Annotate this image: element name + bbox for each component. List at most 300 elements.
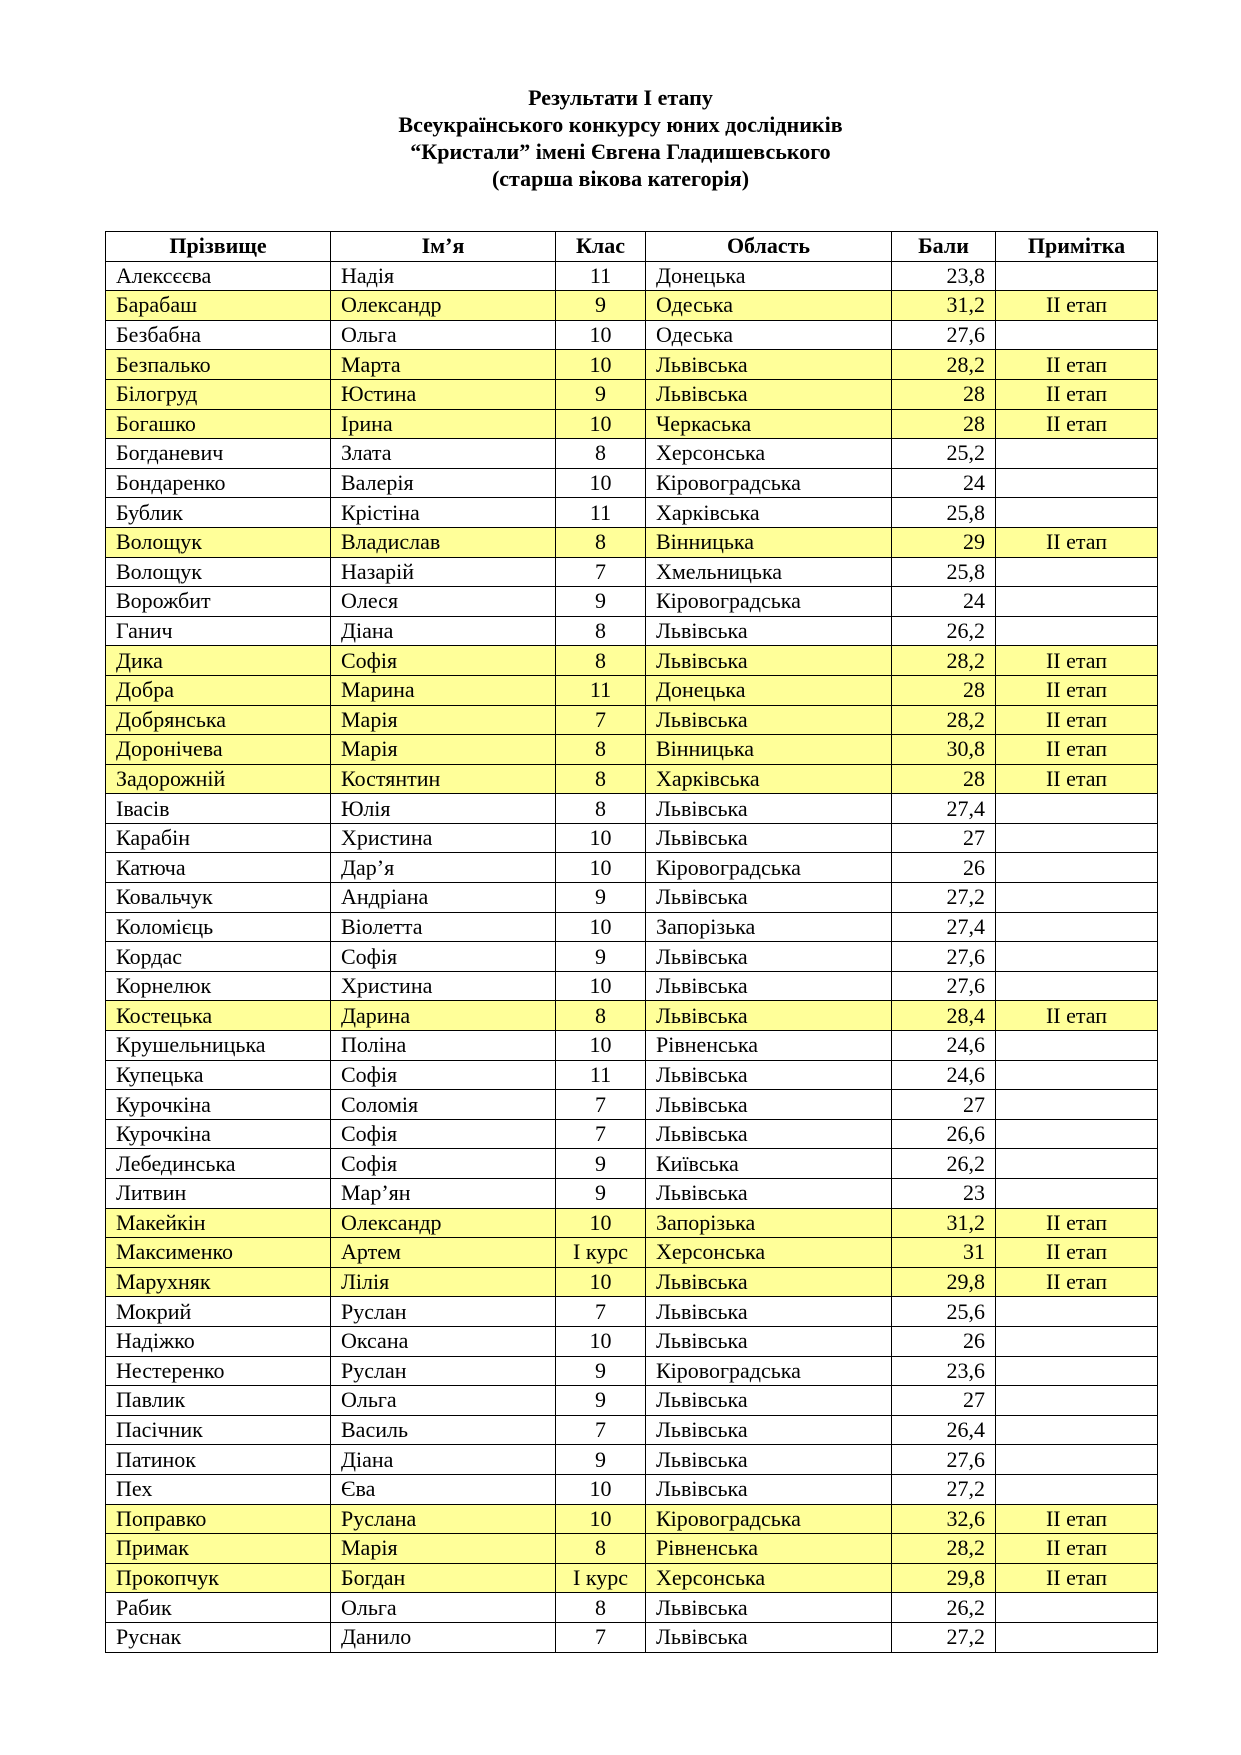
table-row: [106, 527, 1158, 557]
table-row: [106, 350, 1158, 380]
class-cell: 8: [556, 527, 646, 557]
surname-cell: Пасічник: [106, 1415, 331, 1445]
class-cell: 10: [556, 1031, 646, 1061]
name-cell: Юлія: [331, 794, 556, 824]
table-row: [106, 379, 1158, 409]
surname-cell: Примак: [106, 1534, 331, 1564]
table-row: [106, 1149, 1158, 1179]
surname-cell: Доронічева: [106, 735, 331, 765]
table-row: [106, 1060, 1158, 1090]
class-cell: 7: [556, 705, 646, 735]
class-cell: 10: [556, 409, 646, 439]
score-cell: 29,8: [892, 1563, 996, 1593]
surname-cell: Ганич: [106, 616, 331, 646]
class-cell: 11: [556, 675, 646, 705]
score-cell: 23,8: [892, 261, 996, 291]
score-cell: 28,2: [892, 1534, 996, 1564]
table-row: [106, 557, 1158, 587]
note-cell: ІІ етап: [996, 291, 1158, 321]
name-cell: Олександр: [331, 291, 556, 321]
class-cell: 7: [556, 1415, 646, 1445]
score-cell: 28: [892, 409, 996, 439]
surname-cell: Білогруд: [106, 379, 331, 409]
region-cell: Черкаська: [646, 409, 892, 439]
score-cell: 27,2: [892, 1622, 996, 1652]
class-cell: 9: [556, 1445, 646, 1475]
name-cell: Марія: [331, 1534, 556, 1564]
region-cell: Львівська: [646, 646, 892, 676]
region-cell: Харківська: [646, 764, 892, 794]
surname-cell: Катюча: [106, 853, 331, 883]
name-cell: Владислав: [331, 527, 556, 557]
score-cell: 24: [892, 468, 996, 498]
region-cell: Львівська: [646, 823, 892, 853]
region-cell: Львівська: [646, 1593, 892, 1623]
class-cell: 11: [556, 498, 646, 528]
note-cell: [996, 1386, 1158, 1416]
table-row: [106, 1504, 1158, 1534]
note-cell: ІІ етап: [996, 1563, 1158, 1593]
name-cell: Софія: [331, 942, 556, 972]
surname-cell: Марухняк: [106, 1267, 331, 1297]
score-cell: 25,8: [892, 498, 996, 528]
surname-cell: Коломієць: [106, 912, 331, 942]
score-cell: 23: [892, 1179, 996, 1209]
note-cell: [996, 557, 1158, 587]
table-row: [106, 912, 1158, 942]
name-cell: Софія: [331, 1060, 556, 1090]
name-cell: Софія: [331, 1149, 556, 1179]
surname-cell: Задорожній: [106, 764, 331, 794]
name-cell: Діана: [331, 1445, 556, 1475]
table-row: [106, 971, 1158, 1001]
surname-cell: Дика: [106, 646, 331, 676]
name-cell: Марія: [331, 735, 556, 765]
class-cell: 9: [556, 1179, 646, 1209]
name-cell: Богдан: [331, 1563, 556, 1593]
note-cell: ІІ етап: [996, 1238, 1158, 1268]
surname-cell: Крушельницька: [106, 1031, 331, 1061]
surname-cell: Ворожбит: [106, 587, 331, 617]
class-cell: 9: [556, 883, 646, 913]
surname-cell: Патинок: [106, 1445, 331, 1475]
table-row: [106, 587, 1158, 617]
results-table: [105, 231, 1158, 1653]
surname-cell: Безпалько: [106, 350, 331, 380]
table-row: [106, 1356, 1158, 1386]
column-header-note: Примітка: [996, 232, 1158, 262]
name-cell: Ольга: [331, 1386, 556, 1416]
name-cell: Марія: [331, 705, 556, 735]
table-row: [106, 1238, 1158, 1268]
region-cell: Львівська: [646, 1179, 892, 1209]
score-cell: 27,6: [892, 942, 996, 972]
table-row: [106, 1297, 1158, 1327]
note-cell: ІІ етап: [996, 735, 1158, 765]
region-cell: Донецька: [646, 675, 892, 705]
note-cell: ІІ етап: [996, 1504, 1158, 1534]
surname-cell: Литвин: [106, 1179, 331, 1209]
score-cell: 26: [892, 853, 996, 883]
name-cell: Олеся: [331, 587, 556, 617]
name-cell: Софія: [331, 1119, 556, 1149]
region-cell: Запорізька: [646, 912, 892, 942]
score-cell: 28: [892, 379, 996, 409]
note-cell: ІІ етап: [996, 675, 1158, 705]
region-cell: Херсонська: [646, 1563, 892, 1593]
table-row: [106, 1563, 1158, 1593]
name-cell: Ольга: [331, 320, 556, 350]
column-header-name: Ім’я: [331, 232, 556, 262]
title-line-2: Всеукраїнського конкурсу юних дослідників: [398, 112, 843, 137]
surname-cell: Купецька: [106, 1060, 331, 1090]
region-cell: Київська: [646, 1149, 892, 1179]
score-cell: 26,2: [892, 1149, 996, 1179]
table-row: [106, 291, 1158, 321]
title-line-1: Результати І етапу: [528, 85, 713, 110]
surname-cell: Курочкіна: [106, 1119, 331, 1149]
name-cell: Оксана: [331, 1326, 556, 1356]
score-cell: 28,4: [892, 1001, 996, 1031]
table-row: [106, 1593, 1158, 1623]
surname-cell: Костецька: [106, 1001, 331, 1031]
table-row: [106, 320, 1158, 350]
score-cell: 28,2: [892, 350, 996, 380]
class-cell: 9: [556, 1386, 646, 1416]
note-cell: ІІ етап: [996, 527, 1158, 557]
name-cell: Поліна: [331, 1031, 556, 1061]
name-cell: Марта: [331, 350, 556, 380]
surname-cell: Барабаш: [106, 291, 331, 321]
region-cell: Львівська: [646, 616, 892, 646]
header-row: [106, 232, 1158, 262]
name-cell: Мар’ян: [331, 1179, 556, 1209]
table-row: [106, 1119, 1158, 1149]
score-cell: 24,6: [892, 1031, 996, 1061]
region-cell: Херсонська: [646, 1238, 892, 1268]
table-header: [106, 232, 1158, 262]
class-cell: 8: [556, 1593, 646, 1623]
class-cell: І курс: [556, 1238, 646, 1268]
surname-cell: Максименко: [106, 1238, 331, 1268]
name-cell: Лілія: [331, 1267, 556, 1297]
surname-cell: Богданевич: [106, 439, 331, 469]
region-cell: Львівська: [646, 794, 892, 824]
note-cell: [996, 261, 1158, 291]
title-line-3: “Кристали” імені Євгена Гладишевського: [410, 139, 831, 164]
region-cell: Львівська: [646, 1119, 892, 1149]
table-row: [106, 705, 1158, 735]
note-cell: [996, 883, 1158, 913]
note-cell: [996, 468, 1158, 498]
surname-cell: Алексєєва: [106, 261, 331, 291]
table-row: [106, 735, 1158, 765]
score-cell: 25,2: [892, 439, 996, 469]
note-cell: [996, 1474, 1158, 1504]
region-cell: Львівська: [646, 379, 892, 409]
name-cell: Ольга: [331, 1593, 556, 1623]
name-cell: Василь: [331, 1415, 556, 1445]
region-cell: Львівська: [646, 942, 892, 972]
score-cell: 28,2: [892, 705, 996, 735]
surname-cell: Карабін: [106, 823, 331, 853]
class-cell: 7: [556, 1119, 646, 1149]
class-cell: 8: [556, 794, 646, 824]
table-row: [106, 1208, 1158, 1238]
class-cell: 7: [556, 557, 646, 587]
column-header-region: Область: [646, 232, 892, 262]
name-cell: Крістіна: [331, 498, 556, 528]
table-row: [106, 498, 1158, 528]
score-cell: 23,6: [892, 1356, 996, 1386]
note-cell: ІІ етап: [996, 705, 1158, 735]
surname-cell: Бублик: [106, 498, 331, 528]
note-cell: ІІ етап: [996, 350, 1158, 380]
name-cell: Надія: [331, 261, 556, 291]
surname-cell: Прокопчук: [106, 1563, 331, 1593]
note-cell: [996, 320, 1158, 350]
score-cell: 27,6: [892, 320, 996, 350]
name-cell: Віолетта: [331, 912, 556, 942]
region-cell: Запорізька: [646, 1208, 892, 1238]
surname-cell: Волощук: [106, 527, 331, 557]
table-row: [106, 1415, 1158, 1445]
name-cell: Христина: [331, 971, 556, 1001]
class-cell: 9: [556, 379, 646, 409]
surname-cell: Рабик: [106, 1593, 331, 1623]
note-cell: [996, 1445, 1158, 1475]
class-cell: 9: [556, 1149, 646, 1179]
note-cell: [996, 1149, 1158, 1179]
note-cell: [996, 1356, 1158, 1386]
region-cell: Вінницька: [646, 527, 892, 557]
surname-cell: Павлик: [106, 1386, 331, 1416]
table-row: [106, 942, 1158, 972]
table-row: [106, 409, 1158, 439]
score-cell: 28,2: [892, 646, 996, 676]
table-row: [106, 823, 1158, 853]
score-cell: 27,4: [892, 912, 996, 942]
table-row: [106, 853, 1158, 883]
class-cell: 9: [556, 1356, 646, 1386]
table-row: [106, 675, 1158, 705]
note-cell: [996, 794, 1158, 824]
class-cell: 10: [556, 468, 646, 498]
note-cell: [996, 1297, 1158, 1327]
score-cell: 25,8: [892, 557, 996, 587]
name-cell: Христина: [331, 823, 556, 853]
surname-cell: Богашко: [106, 409, 331, 439]
score-cell: 31: [892, 1238, 996, 1268]
region-cell: Кіровоградська: [646, 1356, 892, 1386]
name-cell: Назарій: [331, 557, 556, 587]
region-cell: Кіровоградська: [646, 853, 892, 883]
score-cell: 27: [892, 1090, 996, 1120]
score-cell: 27,4: [892, 794, 996, 824]
table-row: [106, 1622, 1158, 1652]
region-cell: Львівська: [646, 1090, 892, 1120]
surname-cell: Пех: [106, 1474, 331, 1504]
region-cell: Одеська: [646, 291, 892, 321]
table-row: [106, 1326, 1158, 1356]
score-cell: 26: [892, 1326, 996, 1356]
class-cell: 10: [556, 320, 646, 350]
name-cell: Костянтин: [331, 764, 556, 794]
table-row: [106, 883, 1158, 913]
class-cell: 8: [556, 764, 646, 794]
name-cell: Руслан: [331, 1356, 556, 1386]
surname-cell: Івасів: [106, 794, 331, 824]
table-row: [106, 1179, 1158, 1209]
region-cell: Львівська: [646, 1622, 892, 1652]
region-cell: Львівська: [646, 1060, 892, 1090]
name-cell: Данило: [331, 1622, 556, 1652]
class-cell: 10: [556, 1474, 646, 1504]
surname-cell: Нестеренко: [106, 1356, 331, 1386]
score-cell: 25,6: [892, 1297, 996, 1327]
region-cell: Херсонська: [646, 439, 892, 469]
column-header-score: Бали: [892, 232, 996, 262]
name-cell: Артем: [331, 1238, 556, 1268]
class-cell: 10: [556, 853, 646, 883]
region-cell: Львівська: [646, 883, 892, 913]
surname-cell: Макейкін: [106, 1208, 331, 1238]
column-header-class: Клас: [556, 232, 646, 262]
score-cell: 31,2: [892, 1208, 996, 1238]
score-cell: 28: [892, 764, 996, 794]
class-cell: 10: [556, 1504, 646, 1534]
table-row: [106, 1386, 1158, 1416]
document-title: [0, 84, 1241, 192]
name-cell: Єва: [331, 1474, 556, 1504]
region-cell: Кіровоградська: [646, 468, 892, 498]
surname-cell: Надіжко: [106, 1326, 331, 1356]
table-row: [106, 261, 1158, 291]
region-cell: Кіровоградська: [646, 587, 892, 617]
region-cell: Львівська: [646, 1267, 892, 1297]
class-cell: 10: [556, 1326, 646, 1356]
note-cell: [996, 616, 1158, 646]
surname-cell: Добра: [106, 675, 331, 705]
score-cell: 26,2: [892, 616, 996, 646]
note-cell: [996, 1415, 1158, 1445]
score-cell: 26,4: [892, 1415, 996, 1445]
name-cell: Дарина: [331, 1001, 556, 1031]
note-cell: ІІ етап: [996, 1001, 1158, 1031]
name-cell: Софія: [331, 646, 556, 676]
region-cell: Львівська: [646, 1474, 892, 1504]
region-cell: Одеська: [646, 320, 892, 350]
note-cell: ІІ етап: [996, 379, 1158, 409]
score-cell: 27,2: [892, 883, 996, 913]
region-cell: Львівська: [646, 971, 892, 1001]
note-cell: [996, 587, 1158, 617]
table-row: [106, 764, 1158, 794]
score-cell: 27: [892, 1386, 996, 1416]
region-cell: Львівська: [646, 1445, 892, 1475]
region-cell: Харківська: [646, 498, 892, 528]
name-cell: Марина: [331, 675, 556, 705]
note-cell: ІІ етап: [996, 1208, 1158, 1238]
class-cell: 10: [556, 912, 646, 942]
score-cell: 24: [892, 587, 996, 617]
class-cell: 8: [556, 646, 646, 676]
table-row: [106, 1031, 1158, 1061]
surname-cell: Лебединська: [106, 1149, 331, 1179]
region-cell: Хмельницька: [646, 557, 892, 587]
note-cell: ІІ етап: [996, 409, 1158, 439]
name-cell: Дар’я: [331, 853, 556, 883]
class-cell: 10: [556, 1208, 646, 1238]
note-cell: [996, 1119, 1158, 1149]
region-cell: Донецька: [646, 261, 892, 291]
note-cell: [996, 1031, 1158, 1061]
note-cell: [996, 823, 1158, 853]
table-row: [106, 646, 1158, 676]
table-row: [106, 468, 1158, 498]
note-cell: [996, 912, 1158, 942]
name-cell: Діана: [331, 616, 556, 646]
score-cell: 24,6: [892, 1060, 996, 1090]
class-cell: 7: [556, 1297, 646, 1327]
table-row: [106, 1090, 1158, 1120]
note-cell: [996, 853, 1158, 883]
class-cell: 8: [556, 1001, 646, 1031]
region-cell: Львівська: [646, 1415, 892, 1445]
note-cell: ІІ етап: [996, 1267, 1158, 1297]
table-body: [106, 261, 1158, 1652]
region-cell: Рівненська: [646, 1534, 892, 1564]
name-cell: Валерія: [331, 468, 556, 498]
class-cell: 9: [556, 291, 646, 321]
note-cell: [996, 1622, 1158, 1652]
region-cell: Вінницька: [646, 735, 892, 765]
class-cell: 10: [556, 350, 646, 380]
note-cell: [996, 971, 1158, 1001]
surname-cell: Курочкіна: [106, 1090, 331, 1120]
region-cell: Рівненська: [646, 1031, 892, 1061]
surname-cell: Добрянська: [106, 705, 331, 735]
class-cell: 7: [556, 1090, 646, 1120]
class-cell: 8: [556, 439, 646, 469]
region-cell: Львівська: [646, 705, 892, 735]
name-cell: Юстина: [331, 379, 556, 409]
note-cell: ІІ етап: [996, 1534, 1158, 1564]
score-cell: 30,8: [892, 735, 996, 765]
score-cell: 27,2: [892, 1474, 996, 1504]
score-cell: 31,2: [892, 291, 996, 321]
name-cell: Соломія: [331, 1090, 556, 1120]
class-cell: 7: [556, 1622, 646, 1652]
score-cell: 32,6: [892, 1504, 996, 1534]
table-row: [106, 616, 1158, 646]
region-cell: Львівська: [646, 1326, 892, 1356]
surname-cell: Поправко: [106, 1504, 331, 1534]
surname-cell: Волощук: [106, 557, 331, 587]
table-row: [106, 439, 1158, 469]
name-cell: Руслана: [331, 1504, 556, 1534]
name-cell: Ірина: [331, 409, 556, 439]
class-cell: 11: [556, 261, 646, 291]
table-row: [106, 1267, 1158, 1297]
surname-cell: Кордас: [106, 942, 331, 972]
table-row: [106, 794, 1158, 824]
class-cell: 9: [556, 587, 646, 617]
note-cell: [996, 1179, 1158, 1209]
note-cell: [996, 1060, 1158, 1090]
score-cell: 26,2: [892, 1593, 996, 1623]
note-cell: [996, 942, 1158, 972]
